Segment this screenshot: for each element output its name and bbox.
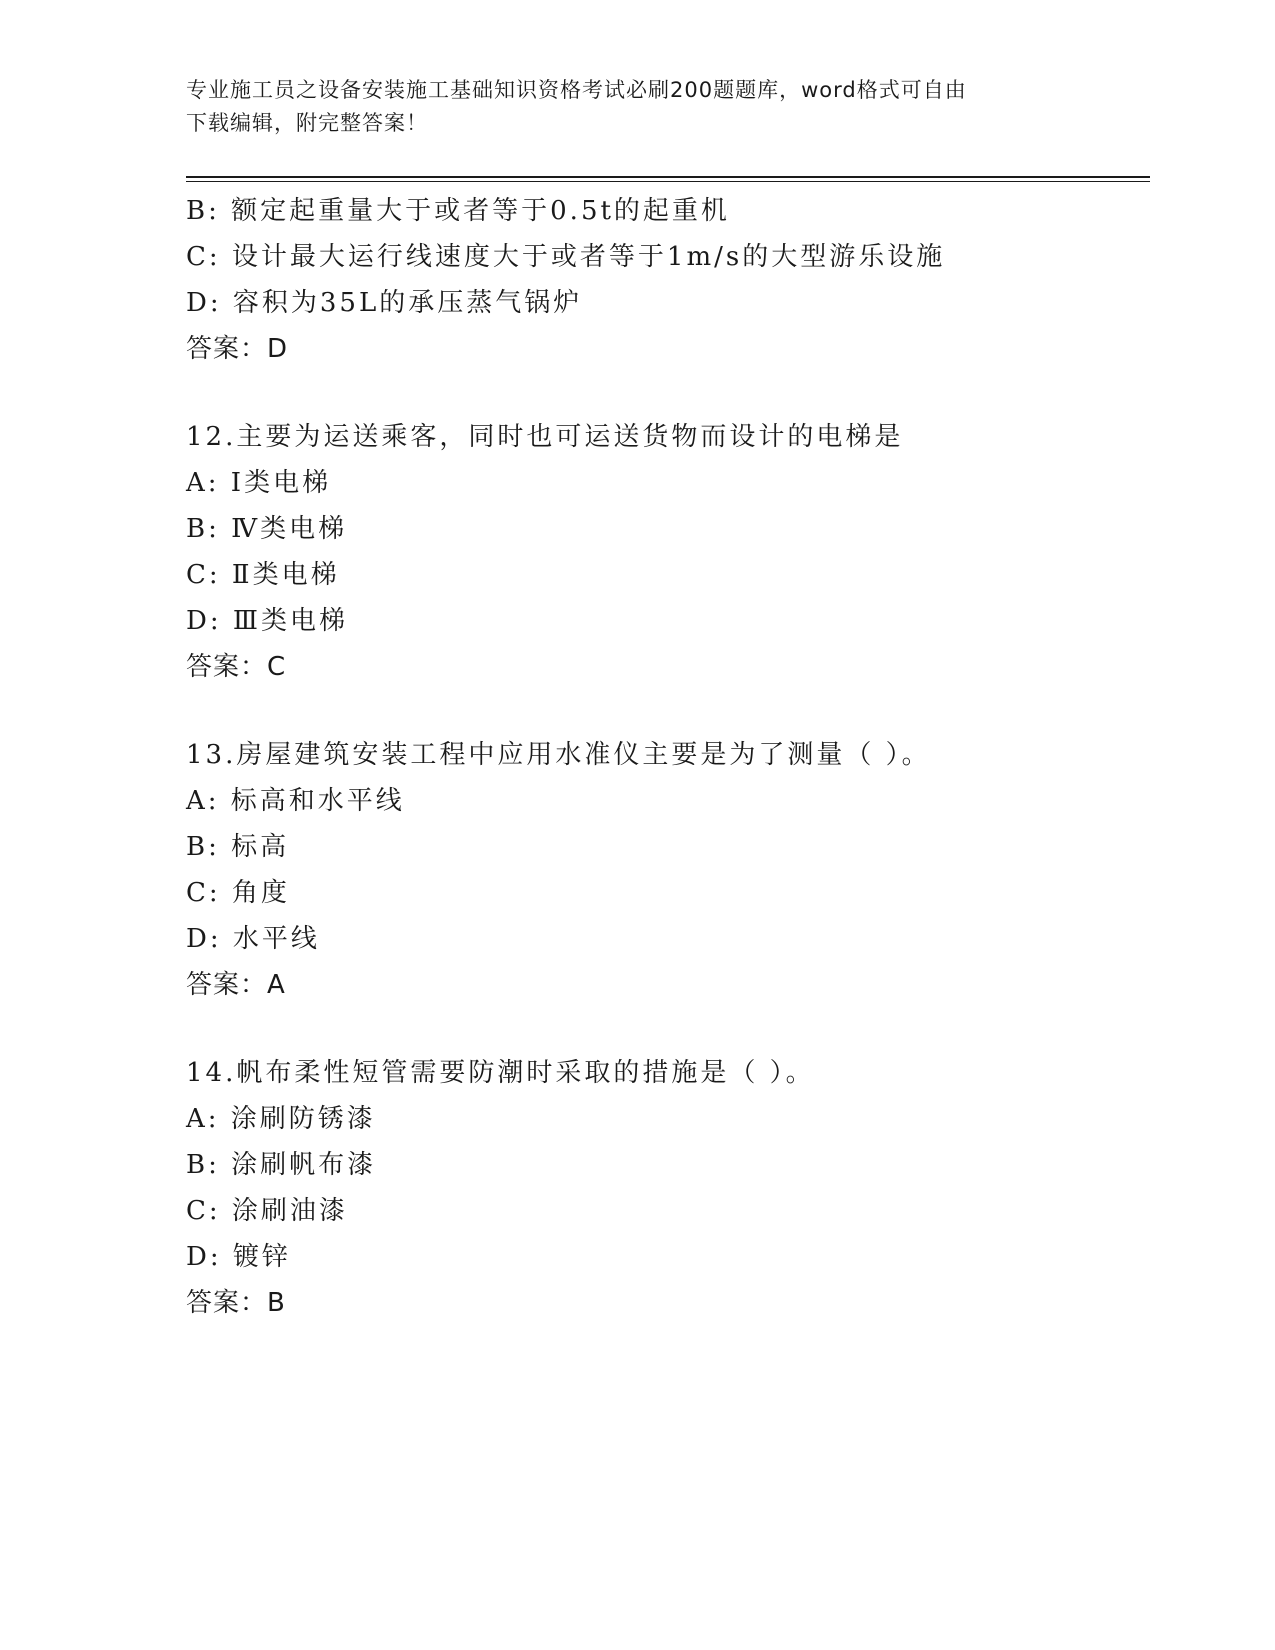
document-header [186,74,1066,140]
option-b: B: 标高 [186,832,290,862]
option-d: D: 容积为35L的承压蒸气锅炉 [186,288,583,318]
option-b: B: 涂刷帆布漆 [186,1150,377,1180]
option-a: A: Ⅰ类电梯 [186,468,332,498]
header-title-line-1: 专业施工员之设备安装施工基础知识资格考试必刷200题题库，word格式可自由 [186,78,967,102]
spacer [186,1008,1146,1050]
header-title-line-2: 下载编辑，附完整答案！ [186,111,428,135]
question-12 [186,414,1146,690]
option-a: A: 涂刷防锈漆 [186,1104,376,1134]
option-c: C: Ⅱ类电梯 [186,560,340,590]
option-c: C: 角度 [186,878,290,908]
question-list [186,188,1146,1326]
option-c: C: 涂刷油漆 [186,1196,348,1226]
option-d: D: Ⅲ类电梯 [186,606,348,636]
spacer [186,372,1146,414]
answer: 答案：D [186,334,289,364]
question-stem: 13.房屋建筑安装工程中应用水准仪主要是为了测量（ ）。 [186,740,931,770]
option-c: C: 设计最大运行线速度大于或者等于1m/s的大型游乐设施 [186,242,946,272]
question-14 [186,1050,1146,1326]
question-13 [186,732,1146,1008]
header-divider [186,176,1150,182]
answer: 答案：A [186,970,286,1000]
option-b: B: Ⅳ类电梯 [186,514,348,544]
option-a: A: 标高和水平线 [186,786,405,816]
option-b: B: 额定起重量大于或者等于0.5t的起重机 [186,196,730,226]
question-stem: 14.帆布柔性短管需要防潮时采取的措施是（ ）。 [186,1058,815,1088]
question-stem: 12.主要为运送乘客，同时也可运送货物而设计的电梯是 [186,422,904,452]
answer: 答案：C [186,652,287,682]
question-11 [186,188,1146,372]
option-d: D: 镀锌 [186,1242,291,1272]
answer: 答案：B [186,1288,286,1318]
spacer [186,690,1146,732]
option-d: D: 水平线 [186,924,320,954]
